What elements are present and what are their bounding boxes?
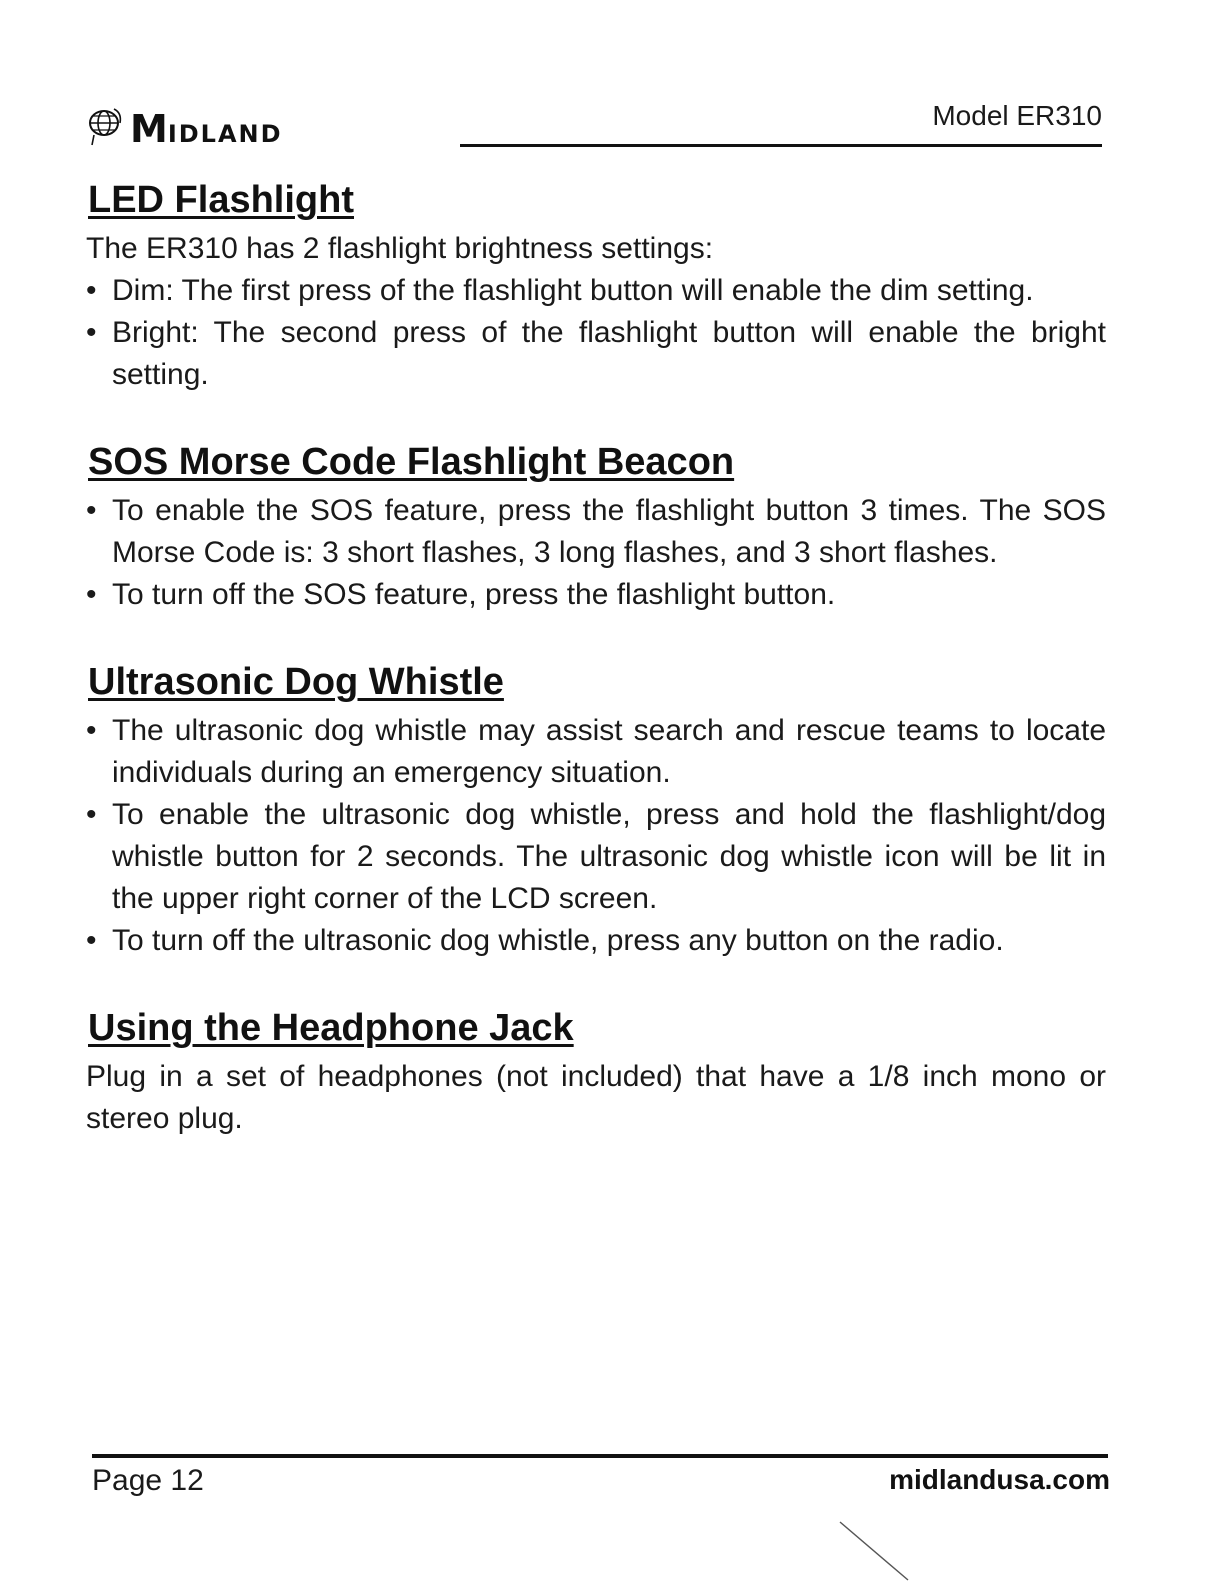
header-divider <box>460 144 1102 147</box>
section-title: SOS Morse Code Flashlight Beacon <box>88 441 735 483</box>
section-dog-whistle <box>86 658 1106 962</box>
section-title: Using the Headphone Jack <box>88 1007 574 1049</box>
globe-icon <box>86 103 126 149</box>
page-number: Page 12 <box>92 1464 204 1497</box>
list-item: • Dim: The first press of the flashlight button will enable the dim setting. <box>86 270 1106 312</box>
scan-mark <box>836 1518 916 1584</box>
bullet-icon: • <box>86 274 97 307</box>
list-item: • The ultrasonic dog whistle may assist search and rescue teams to locate individuals during an emergency situation. <box>86 710 1106 794</box>
bullet-list <box>86 490 1106 616</box>
bullet-icon: • <box>86 924 97 957</box>
logo-wordmark: MIDLAND <box>130 107 283 151</box>
bullet-icon: • <box>86 316 97 349</box>
list-item: • To turn off the SOS feature, press the flashlight button. <box>86 574 1106 616</box>
bullet-icon: • <box>86 494 97 527</box>
section-intro: The ER310 has 2 flashlight brightness settings: <box>86 232 714 265</box>
section-title: LED Flashlight <box>88 179 354 221</box>
section-headphone-jack <box>86 1004 1106 1140</box>
page-header <box>86 96 1102 156</box>
footer-website: midlandusa.com <box>889 1464 1110 1495</box>
footer-divider <box>92 1454 1108 1458</box>
bullet-icon: • <box>86 714 97 747</box>
bullet-icon: • <box>86 578 97 611</box>
page-content <box>86 176 1106 1140</box>
bullet-list <box>86 270 1106 396</box>
list-item: • To turn off the ultrasonic dog whistle, press any button on the radio. <box>86 920 1106 962</box>
section-intro: Plug in a set of headphones (not included) that have a 1/8 inch mono or stereo plug. <box>86 1060 1106 1135</box>
section-sos-beacon <box>86 438 1106 616</box>
midland-logo <box>86 96 283 156</box>
bullet-list <box>86 710 1106 962</box>
section-title: Ultrasonic Dog Whistle <box>88 661 504 703</box>
list-item: • Bright: The second press of the flashlight button will enable the bright setting. <box>86 312 1106 396</box>
list-item: • To enable the ultrasonic dog whistle, press and hold the flashlight/dog whistle button for 2 seconds. The ultrasonic dog whistle icon will be lit in the upper right corner of the LCD screen. <box>86 794 1106 920</box>
bullet-icon: • <box>86 798 97 831</box>
model-label: Model ER310 <box>932 100 1102 131</box>
section-led-flashlight <box>86 176 1106 396</box>
list-item: • To enable the SOS feature, press the flashlight button 3 times. The SOS Morse Code is: 3 short flashes, 3 long flashes, and 3 short flashes. <box>86 490 1106 574</box>
